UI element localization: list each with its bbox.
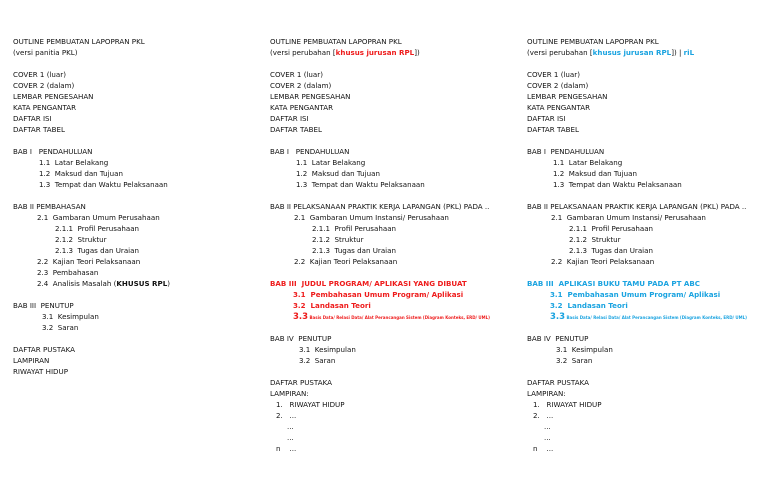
bab3-item: 3.1 Pembahasan Umum Program/ Aplikasi — [293, 290, 464, 299]
back-item: LAMPIRAN: — [527, 389, 566, 398]
bab2-subitem: 2.1.2 Struktur — [312, 235, 364, 244]
outline-column-perubahan — [270, 36, 515, 454]
front-item: DAFTAR ISI — [13, 114, 52, 123]
item33-text: Basis Data/ Relasi Data/ Alat Perancangan Sistem (Diagram Konteks, ERD/ UML) — [565, 315, 747, 320]
item33-number: 3.3 — [550, 312, 566, 322]
subtitle-highlight: khusus jurusan RPL — [592, 48, 672, 57]
front-item: DAFTAR TABEL — [13, 125, 65, 134]
bab3-item: 3.2 Saran — [42, 323, 79, 332]
bab1-item: 1.1 Latar Belakang — [39, 158, 109, 167]
lampiran-item: ... — [287, 422, 294, 431]
subtitle-prefix: (versi perubahan [ — [527, 48, 593, 57]
back-item: DAFTAR PUSTAKA — [527, 378, 589, 387]
back-item: LAMPIRAN: — [270, 389, 309, 398]
bab3-item-3 — [270, 311, 515, 322]
front-item: DAFTAR TABEL — [270, 125, 322, 134]
bab2-subitem: 2.1.3 Tugas dan Uraian — [569, 246, 653, 255]
bab1-item: 1.2 Maksud dan Tujuan — [296, 169, 380, 178]
lampiran-item: 1. RIWAYAT HIDUP — [276, 400, 345, 409]
lampiran-item: ... — [544, 433, 551, 442]
front-item: COVER 2 (dalam) — [527, 81, 589, 90]
bab3-item: 3.1 Pembahasan Umum Program/ Aplikasi — [550, 290, 721, 299]
bab2-title: BAB II PELAKSANAAN PRAKTIK KERJA LAPANGAN (PKL) PADA .. — [270, 202, 490, 211]
front-item: LEMBAR PENGESAHAN — [13, 92, 94, 101]
bab1-item: 1.3 Tempat dan Waktu Pelaksanaan — [39, 180, 168, 189]
bab4-item: 3.1 Kesimpulan — [299, 345, 356, 354]
bab4-item: 3.2 Saran — [299, 356, 336, 365]
analisis-label: 2.4 Analisis Masalah ( — [37, 279, 117, 288]
front-item: DAFTAR ISI — [527, 114, 566, 123]
outline-column-ril — [527, 36, 768, 454]
bab2-item: 2.1 Gambaran Umum Instansi/ Perusahaan — [551, 213, 706, 222]
outline-title: OUTLINE PEMBUATAN LAPOPRAN PKL — [270, 37, 402, 46]
front-item: COVER 1 (luar) — [270, 70, 323, 79]
bab3-item-3 — [527, 311, 768, 322]
outline-title: OUTLINE PEMBUATAN LAPOPRAN PKL — [13, 37, 145, 46]
bab1-item: 1.3 Tempat dan Waktu Pelaksanaan — [553, 180, 682, 189]
front-item: LEMBAR PENGESAHAN — [270, 92, 351, 101]
bab1-item: 1.1 Latar Belakang — [553, 158, 623, 167]
subtitle-highlight: khusus jurusan RPL — [335, 48, 415, 57]
bab1-title: BAB I PENDAHULUAN — [527, 147, 605, 156]
subtitle-tag: riL — [683, 48, 695, 57]
front-item: COVER 1 (luar) — [527, 70, 580, 79]
bab3-title: BAB III APLIKASI BUKU TAMU PADA PT ABC — [527, 279, 701, 288]
bab1-item: 1.2 Maksud dan Tujuan — [39, 169, 123, 178]
outline-title: OUTLINE PEMBUATAN LAPOPRAN PKL — [527, 37, 659, 46]
front-item: KATA PENGANTAR — [527, 103, 591, 112]
bab2-item-analisis — [13, 278, 258, 289]
front-item: COVER 1 (luar) — [13, 70, 66, 79]
bab3-item: 3.2 Landasan Teori — [293, 301, 371, 310]
bab2-item: 2.2 Kajian Teori Pelaksanaan — [551, 257, 655, 266]
front-item: DAFTAR ISI — [270, 114, 309, 123]
lampiran-item: 2. ... — [533, 411, 554, 420]
bab2-subitem: 2.1.3 Tugas dan Uraian — [312, 246, 396, 255]
bab4-title: BAB IV PENUTUP — [270, 334, 332, 343]
subtitle-suffix: ]) | — [671, 48, 684, 57]
lampiran-item: 1. RIWAYAT HIDUP — [533, 400, 602, 409]
front-item: COVER 2 (dalam) — [270, 81, 332, 90]
back-item: LAMPIRAN — [13, 356, 50, 365]
bab2-subitem: 2.1.1 Profil Perusahaan — [312, 224, 397, 233]
khusus-rpl-label: KHUSUS RPL — [116, 279, 168, 288]
bab1-title: BAB I PENDAHULUAN — [270, 147, 350, 156]
analisis-close: ) — [167, 279, 171, 288]
bab2-item: 2.2 Kajian Teori Pelaksanaan — [37, 257, 141, 266]
bab2-subitem: 2.1.1 Profil Perusahaan — [55, 224, 140, 233]
bab1-item: 1.3 Tempat dan Waktu Pelaksanaan — [296, 180, 425, 189]
outline-column-panitia — [13, 36, 258, 377]
lampiran-item: n ... — [276, 444, 297, 453]
bab2-item: 2.1 Gambaran Umum Perusahaan — [37, 213, 160, 222]
bab1-item: 1.2 Maksud dan Tujuan — [553, 169, 637, 178]
bab3-title: BAB III JUDUL PROGRAM/ APLIKASI YANG DIBUAT — [270, 279, 467, 288]
outline-subtitle — [270, 47, 515, 58]
bab4-item: 3.2 Saran — [556, 356, 593, 365]
bab4-title: BAB IV PENUTUP — [527, 334, 589, 343]
bab1-item: 1.1 Latar Belakang — [296, 158, 366, 167]
back-item: DAFTAR PUSTAKA — [13, 345, 75, 354]
bab2-subitem: 2.1.1 Profil Perusahaan — [569, 224, 654, 233]
bab2-item: 2.1 Gambaran Umum Instansi/ Perusahaan — [294, 213, 449, 222]
subtitle-prefix: (versi perubahan [ — [270, 48, 336, 57]
bab1-title: BAB I PENDAHULUAN — [13, 147, 93, 156]
item33-text: Basis Data/ Relasi Data/ Alat Perancangan Sistem (Diagram Konteks, ERD/ UML) — [308, 315, 490, 320]
lampiran-item: ... — [544, 422, 551, 431]
lampiran-item: 2. ... — [276, 411, 297, 420]
subtitle-suffix: ]) — [414, 48, 420, 57]
outline-subtitle — [527, 47, 768, 58]
lampiran-item: ... — [287, 433, 294, 442]
bab2-title: BAB II PELAKSANAAN PRAKTIK KERJA LAPANGAN (PKL) PADA .. — [527, 202, 747, 211]
lampiran-item: n ... — [533, 444, 554, 453]
bab2-item: 2.3 Pembahasan — [37, 268, 99, 277]
bab3-item: 3.2 Landasan Teori — [550, 301, 628, 310]
bab2-subitem: 2.1.3 Tugas dan Uraian — [55, 246, 139, 255]
outline-subtitle: (versi panitia PKL) — [13, 48, 78, 57]
back-item: RIWAYAT HIDUP — [13, 367, 68, 376]
bab2-item: 2.2 Kajian Teori Pelaksanaan — [294, 257, 398, 266]
bab3-item: 3.1 Kesimpulan — [42, 312, 99, 321]
bab2-subitem: 2.1.2 Struktur — [569, 235, 621, 244]
back-item: DAFTAR PUSTAKA — [270, 378, 332, 387]
front-item: KATA PENGANTAR — [13, 103, 77, 112]
front-item: COVER 2 (dalam) — [13, 81, 75, 90]
front-item: LEMBAR PENGESAHAN — [527, 92, 608, 101]
bab2-subitem: 2.1.2 Struktur — [55, 235, 107, 244]
bab3-title: BAB III PENUTUP — [13, 301, 74, 310]
bab4-item: 3.1 Kesimpulan — [556, 345, 613, 354]
front-item: KATA PENGANTAR — [270, 103, 334, 112]
front-item: DAFTAR TABEL — [527, 125, 579, 134]
bab2-title: BAB II PEMBAHASAN — [13, 202, 86, 211]
item33-number: 3.3 — [293, 312, 309, 322]
